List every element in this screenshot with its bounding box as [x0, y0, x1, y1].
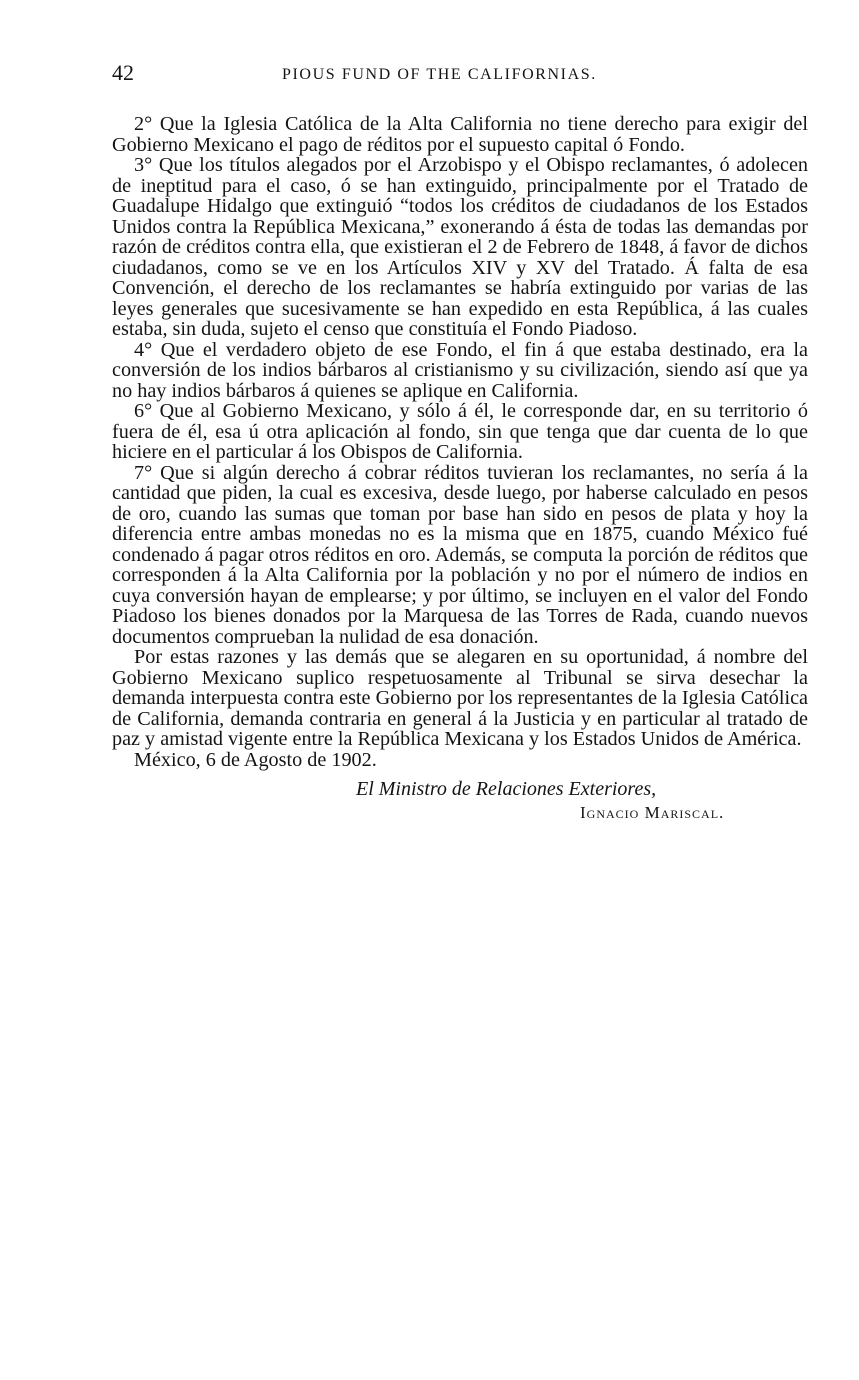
document-page	[112, 58, 808, 828]
signature-block	[112, 778, 808, 828]
page-number: 42	[112, 60, 134, 85]
paragraph-2: 2° Que la Iglesia Católica de la Alta California no tiene derecho para exigir del Gobierno Mexicano el pago de réditos por el supuesto capital ó Fondo.	[112, 113, 808, 156]
signature-title: El Ministro de Relaciones Exteriores,	[356, 778, 657, 800]
paragraph-conclusion: Por estas razones y las demás que se alegaren en su oportunidad, á nombre del Gobierno Mexicano suplico respetuosamente al Tribunal se sirva desechar la demanda interpuesta contra este Gobierno por los representantes de la Iglesia Católica de California, demanda contraria en general á la Justicia y en particular al tratado de paz y amistad vigente entre la República Mexicana y los Estados Unidos de América.	[112, 646, 808, 750]
paragraph-3: 3° Que los títulos alegados por el Arzobispo y el Obispo reclamantes, ó adolecen de ineptitud para el caso, ó se han extinguido, principalmente por el Tratado de Guadalupe Hidalgo que extinguió “todos los créditos de ciudadanos de los Estados Unidos contra la República Mexicana,” exonerando á ésta de todas las demandas por razón de créditos contra ella, que existieran el 2 de Febrero de 1848, á favor de dichos ciudadanos, como se ve en los Artículos XIV y XV del Tratado. Á falta de esa Convención, el derecho de los reclamantes se habría extinguido por varias de las leyes generales que sucesivamente se han expedido en esta República, á las cuales estaba, sin duda, sujeto el censo que constituía el Fondo Piadoso.	[112, 154, 808, 340]
paragraph-6: 6° Que al Gobierno Mexicano, y sólo á él, le corresponde dar, en su territorio ó fuera de él, esa ú otra aplicación al fondo, sin que tenga que dar cuenta de lo que hiciere en el particular á los Obispos de California.	[112, 400, 808, 463]
body-text	[112, 114, 808, 770]
signature-name: Ignacio Mariscal.	[580, 803, 725, 822]
paragraph-4: 4° Que el verdadero objeto de ese Fondo, el fin á que estaba destinado, era la conversión de los indios bárbaros al cristianismo y su civilización, siendo así que ya no hay indios bárbaros á quienes se aplique en California.	[112, 338, 808, 402]
date-line: México, 6 de Agosto de 1902.	[134, 748, 377, 771]
page-header	[112, 58, 808, 92]
running-head: PIOUS FUND OF THE CALIFORNIAS.	[282, 66, 597, 83]
paragraph-7: 7° Que si algún derecho á cobrar réditos tuvieran los reclamantes, no sería á la cantidad que piden, la cual es excesiva, desde luego, por haberse calculado en pesos de oro, cuando las sumas que toman por base han sido en pesos de plata y hoy la diferencia entre ambas monedas no es la misma que en 1875, cuando México fué condenado á pagar otros réditos en oro. Además, se computa la porción de réditos que corresponden á la Alta California por la población y no por el número de indios en cuya conversión hayan de emplearse; y por último, se incluyen en el valor del Fondo Piadoso los bienes donados por la Marquesa de las Torres de Rada, cuando nuevos documentos comprueban la nulidad de esa donación.	[112, 461, 808, 648]
